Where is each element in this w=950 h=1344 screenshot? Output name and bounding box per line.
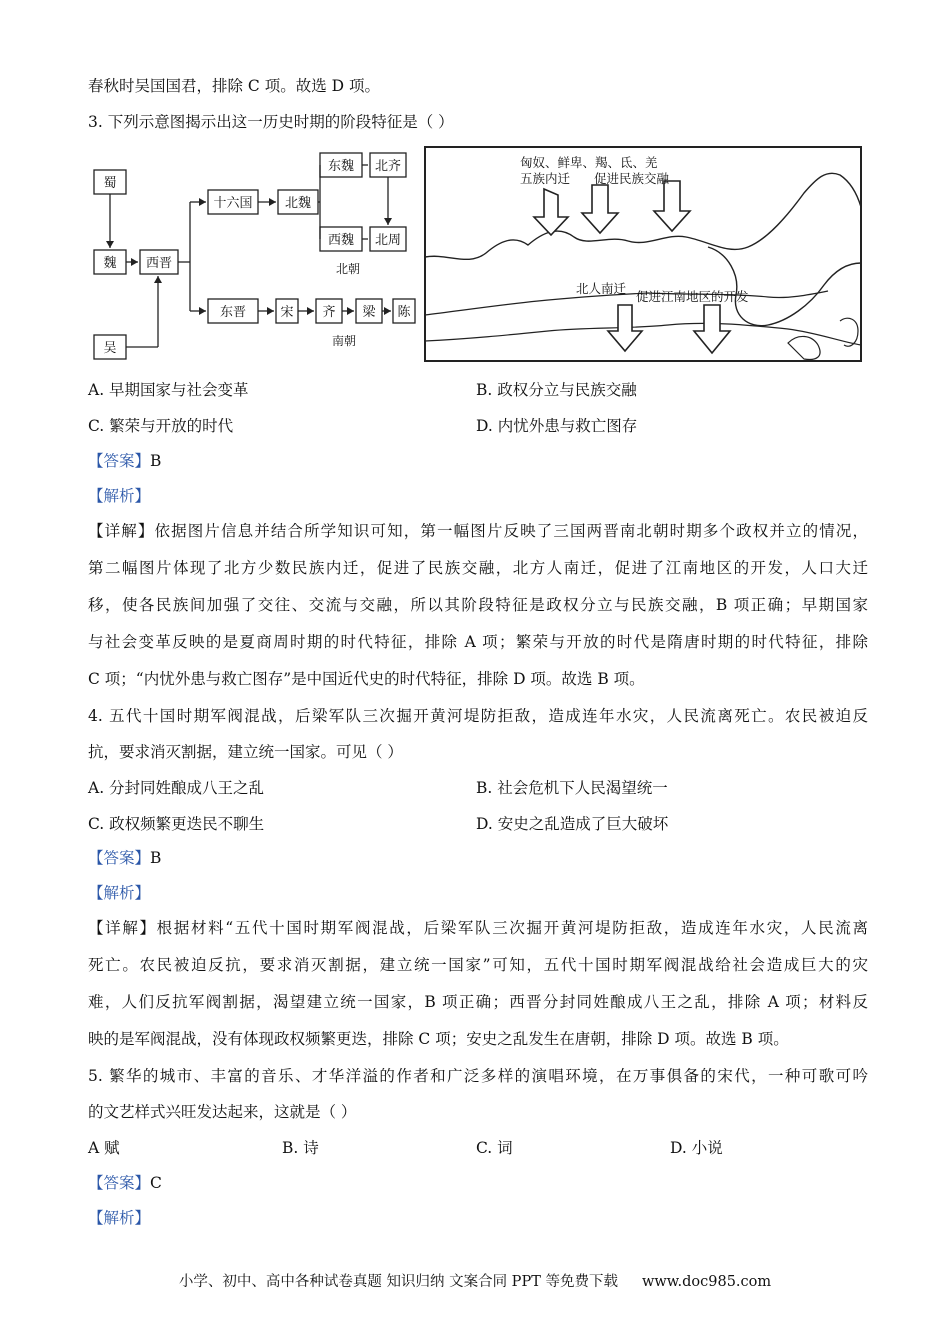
q4-answer: [88, 848, 161, 868]
answer-value: B: [150, 849, 162, 867]
box-shiliuguo: 十六国: [213, 196, 253, 211]
box-dongwei: 东魏: [327, 159, 355, 174]
q3-detail-line: 第二幅图片体现了北方少数民族内迁，促进了民族交融，北方人南迁，促进了江南地区的开发，人口大迁: [88, 559, 868, 577]
q3-option-c: C. 繁荣与开放的时代: [88, 417, 234, 435]
q4-option-a: A. 分封同姓酿成八王之乱: [88, 779, 265, 797]
box-dongjin: 东晋: [219, 305, 247, 320]
q3-detail-line: 移，使各民族间加强了交往、交流与交融，所以其阶段特征是政权分立与民族交融，B 项正确；早期国家: [88, 596, 868, 614]
answer-tag: 【答案】: [88, 1174, 151, 1192]
question-3-figure: [88, 145, 868, 367]
migration-map: [425, 147, 861, 361]
page-footer: [0, 1270, 950, 1291]
box-song: 宋: [280, 305, 294, 320]
box-chen: 陈: [397, 305, 411, 320]
answer-value: C: [150, 1174, 162, 1192]
question-5-stem: 的文艺样式兴旺发达起来，这就是（ ）: [88, 1103, 357, 1121]
q4-detail-line: 映的是军阀混战，没有体现政权频繁更迭，排除 C 项；安史之乱发生在唐朝，排除 D 项。故选 B 项。: [88, 1030, 789, 1048]
box-xiwei: 西魏: [327, 233, 355, 248]
q4-detail-line: 【详解】根据材料“五代十国时期军阀混战，后梁军队三次掘开黄河堤防拒敌，造成连年水灾，人民流离: [88, 919, 868, 937]
q3-detail-line: 【详解】依据图片信息并结合所学知识可知，第一幅图片反映了三国两晋南北朝时期多个政权并立的情况，: [88, 522, 868, 540]
box-qi: 齐: [322, 305, 336, 320]
box-beiwei: 北魏: [284, 196, 312, 211]
analysis-tag: 【解析】: [88, 1209, 151, 1227]
map-text-tribes: 匈奴、鲜卑、羯、氐、羌: [520, 155, 658, 170]
detail-tag: 【详解】: [88, 919, 157, 937]
footer-site-link[interactable]: www.doc985.com: [641, 1274, 772, 1290]
box-liang: 梁: [362, 305, 376, 320]
analysis-tag: 【解析】: [88, 884, 151, 902]
q3-option-d: D. 内忧外患与救亡图存: [476, 417, 638, 435]
q4-option-c: C. 政权频繁更迭民不聊生: [88, 815, 265, 833]
answer-tag: 【答案】: [88, 849, 151, 867]
q4-detail-line: 难，人们反抗军阀割据，渴望建立统一国家，B 项正确；西晋分封同姓酿成八王之乱，排除 A 项；材料反: [88, 993, 868, 1011]
q5-analysis-tag: [88, 1208, 150, 1228]
map-text-fusion: 促进民族交融: [594, 171, 670, 186]
box-beizhou: 北周: [374, 233, 402, 248]
answer-value: B: [150, 452, 162, 470]
q3-detail-line: C 项；“内忧外患与救亡图存”是中国近代史的时代特征，排除 D 项。故选 B 项。: [88, 670, 645, 688]
box-xijin: 西晋: [145, 256, 173, 271]
answer-tag: 【答案】: [88, 452, 151, 470]
q3-detail-line: 与社会变革反映的是夏商周时期的时代特征，排除 A 项；繁荣与开放的时代是隋唐时期的时代特征，排除: [88, 633, 868, 651]
label-beichao: 北朝: [335, 262, 361, 276]
q5-answer: [88, 1173, 162, 1193]
map-text-jiangnan: 促进江南地区的开发: [636, 289, 749, 304]
footer-text: 小学、初中、高中各种试卷真题 知识归纳 文案合同 PPT 等免费下载: [178, 1274, 618, 1290]
q4-analysis-tag: [88, 883, 150, 903]
q5-option-d: D. 小说: [670, 1139, 723, 1157]
question-4-stem: 4. 五代十国时期军阀混战，后梁军队三次掘开黄河堤防拒敌，造成连年水灾，人民流离死亡。农民被迫反: [88, 707, 868, 725]
box-beiqi: 北齐: [374, 159, 402, 174]
q5-option-b: B. 诗: [282, 1139, 319, 1157]
q4-option-b: B. 社会危机下人民渴望统一: [476, 779, 668, 797]
q3-analysis-tag: [88, 486, 150, 506]
text-line: 春秋时吴国国君，排除 C 项。故选 D 项。: [88, 77, 380, 95]
dynasty-diagram: [94, 153, 415, 359]
detail-tag: 【详解】: [88, 522, 155, 540]
map-text-south: 北人南迁: [576, 281, 627, 296]
map-text-inward: 五族内迁: [520, 171, 571, 186]
box-shu: 蜀: [103, 176, 117, 191]
question-4-stem: 抗，要求消灭割据，建立统一国家。可见（ ）: [88, 743, 403, 761]
label-nanchao: 南朝: [331, 334, 357, 348]
analysis-tag: 【解析】: [88, 487, 151, 505]
q3-option-a: A. 早期国家与社会变革: [88, 381, 249, 399]
q5-option-a: A 赋: [88, 1139, 120, 1157]
q4-option-d: D. 安史之乱造成了巨大破坏: [476, 815, 669, 833]
q3-answer: [88, 451, 161, 471]
box-wei: 魏: [103, 256, 117, 271]
q3-option-b: B. 政权分立与民族交融: [476, 381, 637, 399]
question-5-stem: 5. 繁华的城市、丰富的音乐、才华洋溢的作者和广泛多样的演唱环境，在万事俱备的宋代，一种可歌可吟: [88, 1067, 868, 1085]
question-3-stem: 3. 下列示意图揭示出这一历史时期的阶段特征是（ ）: [88, 113, 454, 131]
q4-detail-line: 死亡。农民被迫反抗，要求消灭割据，建立统一国家”可知，五代十国时期军阀混战给社会造成巨大的灾: [88, 956, 868, 974]
q5-option-c: C. 词: [476, 1139, 513, 1157]
box-wu: 吴: [103, 341, 117, 356]
